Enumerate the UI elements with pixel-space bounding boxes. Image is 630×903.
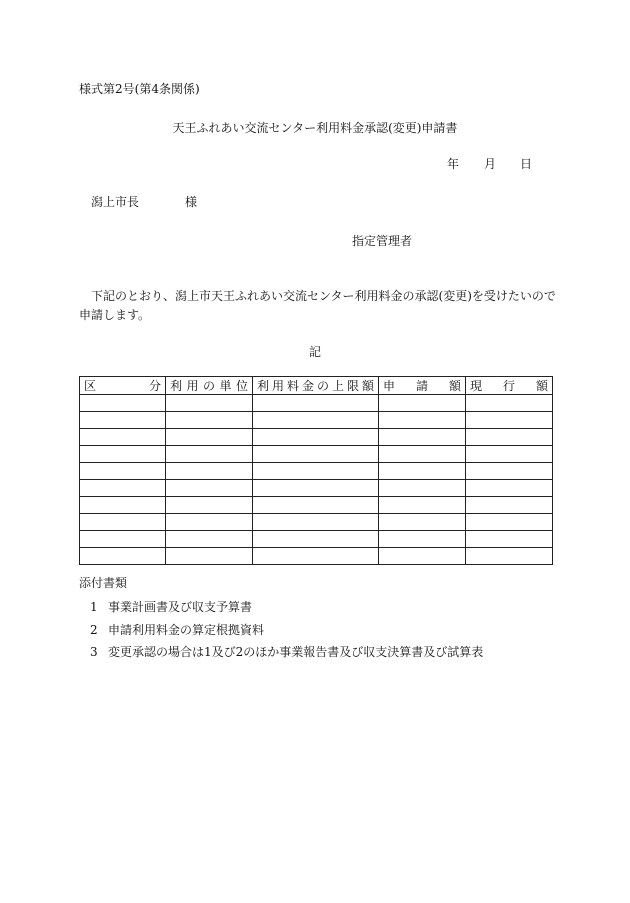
attachments-title: 添付書類: [79, 576, 128, 590]
table-cell[interactable]: [253, 514, 379, 531]
table-row: [80, 429, 553, 446]
table-cell[interactable]: [466, 429, 553, 446]
table-header-row: [80, 377, 553, 395]
header-max-fee: 利用料金の上限額: [253, 377, 379, 395]
table-cell[interactable]: [253, 395, 379, 412]
table-cell[interactable]: [80, 463, 166, 480]
table-cell[interactable]: [466, 395, 553, 412]
table-cell[interactable]: [466, 412, 553, 429]
date-month: 月: [484, 157, 497, 171]
table-cell[interactable]: [166, 514, 253, 531]
attachment-text: 事業計画書及び収支予算書: [108, 600, 253, 614]
applicant-label: 指定管理者: [352, 234, 413, 248]
table-row: [80, 497, 553, 514]
attachment-number: 3: [90, 645, 98, 659]
table-cell[interactable]: [379, 514, 466, 531]
table-cell[interactable]: [253, 531, 379, 548]
table-cell[interactable]: [166, 497, 253, 514]
table-cell[interactable]: [253, 548, 379, 565]
table-cell[interactable]: [466, 497, 553, 514]
table-cell[interactable]: [379, 463, 466, 480]
addressee: [91, 193, 197, 210]
table-cell[interactable]: [80, 497, 166, 514]
table-cell[interactable]: [166, 395, 253, 412]
table-row: [80, 446, 553, 463]
attachment-item: [90, 643, 483, 660]
table-cell[interactable]: [379, 395, 466, 412]
table-cell[interactable]: [80, 412, 166, 429]
table-cell[interactable]: [166, 446, 253, 463]
ki-label: 記: [308, 345, 321, 359]
attachment-text: 変更承認の場合は1及び2のほか事業報告書及び収支決算書及び試算表: [108, 645, 484, 659]
table-row: [80, 463, 553, 480]
table-cell[interactable]: [80, 514, 166, 531]
table-cell[interactable]: [80, 548, 166, 565]
table-cell[interactable]: [253, 480, 379, 497]
table-cell[interactable]: [379, 497, 466, 514]
table-cell[interactable]: [80, 531, 166, 548]
fee-table: [79, 376, 553, 565]
table-row: [80, 548, 553, 565]
table-cell[interactable]: [166, 412, 253, 429]
date-year: 年: [447, 157, 460, 171]
table-cell[interactable]: [166, 548, 253, 565]
table-cell[interactable]: [80, 480, 166, 497]
date-day: 日: [520, 157, 533, 171]
attachment-number: 1: [90, 600, 98, 614]
table-row: [80, 480, 553, 497]
header-category: 区 分: [80, 377, 166, 395]
header-requested: 申 請 額: [379, 377, 466, 395]
attachment-text: 申請利用料金の算定根拠資料: [108, 623, 265, 637]
date-line: [447, 155, 532, 172]
table-cell[interactable]: [253, 429, 379, 446]
table-cell[interactable]: [80, 395, 166, 412]
document-title: 天王ふれあい交流センター利用料金承認(変更)申請書: [172, 121, 458, 135]
table-cell[interactable]: [379, 480, 466, 497]
table-cell[interactable]: [253, 463, 379, 480]
table-row: [80, 514, 553, 531]
header-current: 現 行 額: [466, 377, 553, 395]
table-cell[interactable]: [379, 429, 466, 446]
attachment-number: 2: [90, 623, 98, 637]
table-cell[interactable]: [166, 480, 253, 497]
table-cell[interactable]: [166, 429, 253, 446]
table-row: [80, 531, 553, 548]
table-cell[interactable]: [80, 446, 166, 463]
header-unit: 利用の単位: [166, 377, 253, 395]
table-cell[interactable]: [80, 429, 166, 446]
body-text: 下記のとおり、潟上市天王ふれあい交流センター利用料金の承認(変更)を受けたいので申請します。: [79, 289, 556, 322]
table-cell[interactable]: [379, 446, 466, 463]
table-body: [80, 395, 553, 565]
table-cell[interactable]: [253, 412, 379, 429]
addressee-honorific: 様: [185, 195, 198, 209]
addressee-name: 潟上市長: [91, 195, 140, 209]
table-cell[interactable]: [466, 463, 553, 480]
attachment-item: [90, 598, 252, 615]
table-row: [80, 412, 553, 429]
table-cell[interactable]: [466, 548, 553, 565]
table-cell[interactable]: [379, 412, 466, 429]
table-cell[interactable]: [253, 497, 379, 514]
table-cell[interactable]: [379, 548, 466, 565]
attachment-item: [90, 621, 264, 638]
table-cell[interactable]: [166, 531, 253, 548]
table-cell[interactable]: [466, 480, 553, 497]
table-cell[interactable]: [466, 446, 553, 463]
table-cell[interactable]: [379, 531, 466, 548]
table-cell[interactable]: [253, 446, 379, 463]
table-cell[interactable]: [166, 463, 253, 480]
table-cell[interactable]: [466, 531, 553, 548]
form-number: 様式第2号(第4条関係): [79, 82, 200, 96]
table-row: [80, 395, 553, 412]
table-cell[interactable]: [466, 514, 553, 531]
